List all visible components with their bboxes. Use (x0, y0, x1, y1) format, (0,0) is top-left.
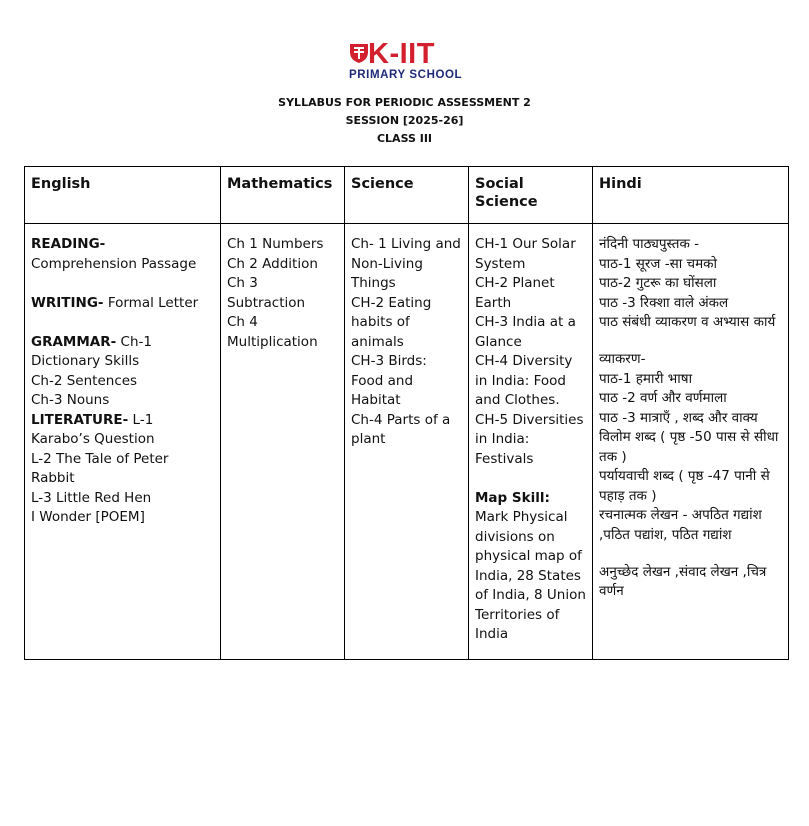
doc-class: CLASS III (376, 132, 433, 145)
shield-emblem-icon (348, 42, 370, 64)
maths-ch3: Ch 3 Subtraction (227, 275, 306, 311)
social-ch4: CH-4 Diversity in India: Food and Clothes. (475, 353, 573, 408)
hindi-line-9: पाठ -3 मात्राएँ , शब्द और वाक्य (599, 409, 758, 426)
english-lit-3: L-3 Little Red Hen (31, 489, 152, 506)
maths-ch1: Ch 1 Numbers (227, 236, 324, 252)
english-lit-2: L-2 The Tale of Peter Rabbit (31, 450, 169, 486)
science-ch3: CH-3 Birds: Food and Habitat (351, 353, 427, 408)
english-grammar: GRAMMAR- Ch-1 Dictionary Skills (31, 333, 152, 369)
hindi-line-7: पाठ-1 हमारी भाषा (599, 370, 693, 387)
hindi-line-5: पाठ संबंधी व्याकरण व अभ्यास कार्य (599, 314, 776, 330)
maths-cell (221, 224, 345, 660)
english-writing: WRITING- Formal Letter (31, 294, 199, 311)
school-logo (344, 38, 468, 84)
hindi-line-3: पाठ-2 गुटरू का घोंसला (599, 275, 717, 291)
logo-subtitle: PRIMARY SCHOOL (349, 69, 463, 81)
english-literature: LITERATURE- L-1 Karabo’s Question (31, 411, 155, 447)
col-social-science: Social Science (469, 167, 593, 224)
social-map-skill: Map Skill: Mark Physical divisions on physical map of India, 28 States of India, 8 Union Territories of India (475, 489, 586, 642)
science-ch2: CH-2 Eating habits of animals (351, 294, 432, 350)
social-ch3: CH-3 India at a Glance (475, 314, 576, 350)
english-grammar-2: Ch-2 Sentences (31, 372, 138, 389)
hindi-line-4: पाठ -3 रिक्शा वाले अंकल (599, 294, 729, 311)
hindi-line-8: पाठ -2 वर्ण और वर्णमाला (599, 390, 727, 406)
doc-title: SYLLABUS FOR PERIODIC ASSESSMENT 2 (278, 96, 531, 109)
english-cell (25, 224, 221, 660)
hindi-line-12: रचनात्मक लेखन - अपठित गद्यांश ,पठित पद्यांश, पठित गद्यांश (599, 507, 762, 543)
hindi-line-11: पर्यायवाची शब्द ( पृष्ठ -47 पानी से पहाड़ तक ) (599, 468, 770, 504)
social-ch1: CH-1 Our Solar System (475, 236, 576, 272)
col-hindi: Hindi (593, 167, 789, 224)
maths-ch4: Ch 4 Multiplication (227, 314, 318, 350)
english-reading: READING- Comprehension Passage (31, 236, 197, 272)
table-header-row (25, 167, 789, 224)
science-cell (345, 224, 469, 660)
col-mathematics: Mathematics (221, 167, 345, 224)
hindi-line-6: व्याकरण- (599, 351, 646, 367)
logo-wordmark: K-IIT (368, 38, 435, 70)
hindi-line-10: विलोम शब्द ( पृष्ठ -50 पास से सीधा तक ) (599, 429, 779, 465)
english-grammar-3: Ch-3 Nouns (31, 392, 110, 408)
syllabus-table (24, 166, 789, 660)
table-row (25, 224, 789, 660)
social-cell (469, 224, 593, 660)
maths-ch2: Ch 2 Addition (227, 255, 318, 272)
doc-session: SESSION [2025-26] (345, 114, 464, 127)
social-ch2: CH-2 Planet Earth (475, 275, 555, 311)
social-ch5: CH-5 Diversities in India: Festivals (475, 411, 584, 467)
hindi-line-13: अनुच्छेद लेखन ,संवाद लेखन ,चित्र वर्णन (599, 563, 767, 599)
hindi-cell (593, 224, 789, 660)
science-ch1: Ch- 1 Living and Non-Living Things (351, 236, 461, 291)
hindi-line-1: नंदिनी पाठ्यपुस्तक - (599, 236, 699, 252)
science-ch4: Ch-4 Parts of a plant (351, 411, 451, 447)
hindi-line-2: पाठ-1 सूरज -सा चमको (599, 255, 718, 272)
col-science: Science (345, 167, 469, 224)
col-english: English (25, 167, 221, 224)
english-lit-4: I Wonder [POEM] (31, 509, 145, 525)
